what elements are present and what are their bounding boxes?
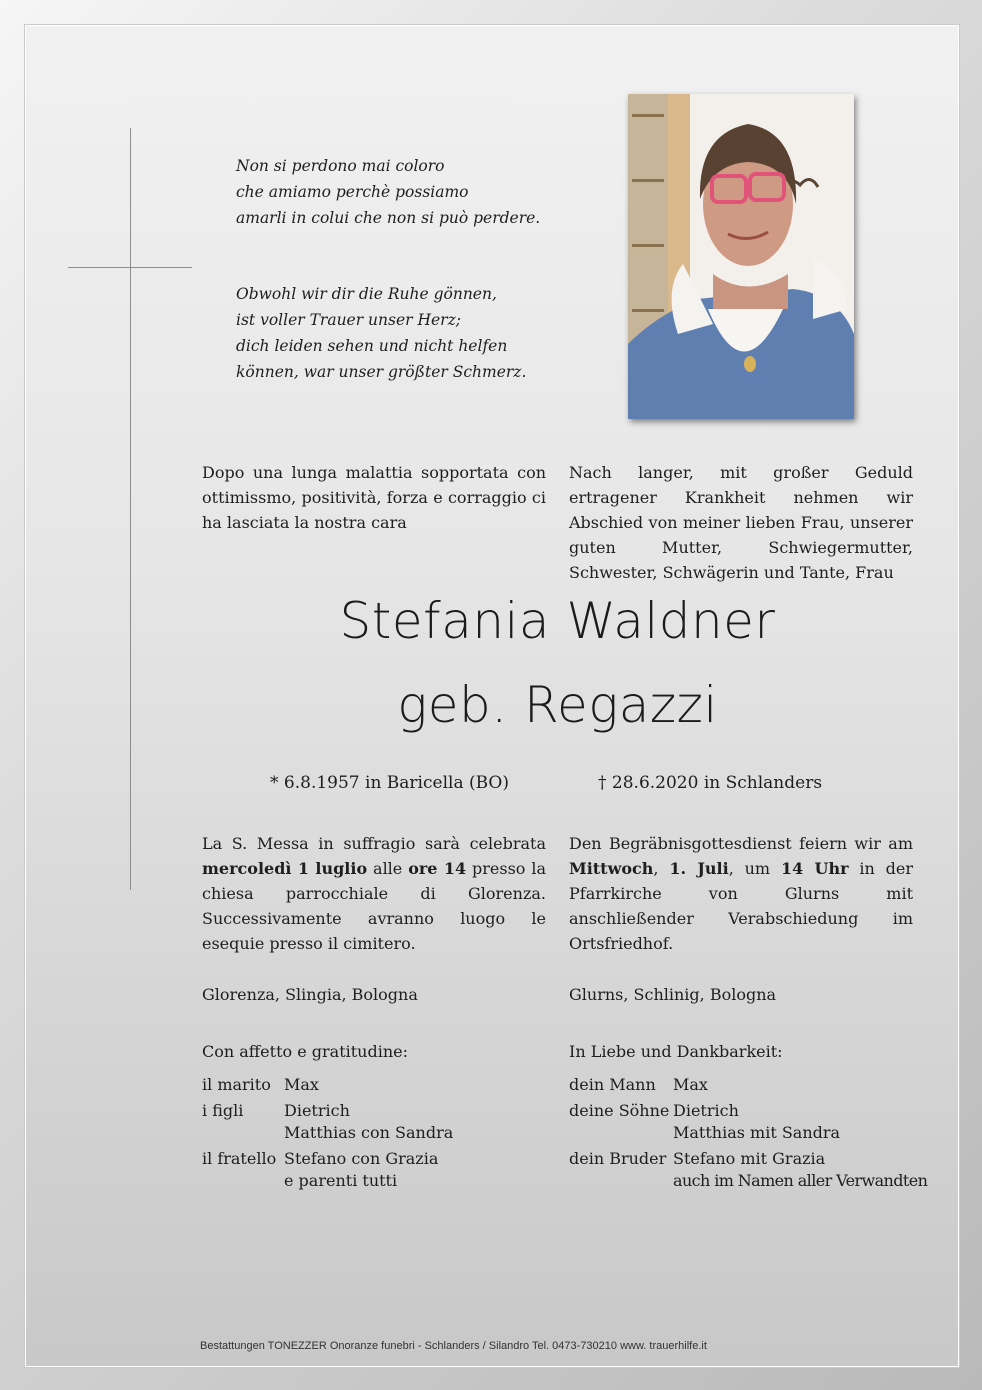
family-name: Stefano con Grazia (284, 1149, 439, 1168)
mass-info-german (569, 831, 913, 956)
family-names (673, 1148, 927, 1192)
family-name: Matthias con Sandra (284, 1123, 454, 1142)
poem-line: ist voller Trauer unser Herz; (236, 311, 461, 329)
poem-line: können, war unser größter Schmerz. (236, 363, 527, 381)
family-name: Matthias mit Sandra (673, 1123, 841, 1142)
poem-german (236, 281, 526, 385)
intro-italian: Dopo una lunga malattia sopportata con ottimissmo, positività, forza e corraggio ci ha lasciata la nostra cara (202, 463, 546, 532)
poem-italian (236, 153, 540, 231)
thanks-german: In Liebe und Dankbarkeit: (569, 1042, 783, 1061)
mass-text: in der Pfarrkirche von Glurns mit anschließender Verabschiedung im Ortsfriedhof. (569, 859, 913, 953)
family-name: auch im Namen aller Verwandten (673, 1171, 928, 1190)
poem-line: amarli in colui che non si può perdere. (236, 209, 541, 227)
mass-info-italian (202, 831, 546, 956)
family-names (673, 1100, 840, 1144)
poem-line: Non si perdono mai coloro (236, 157, 445, 175)
thanks-italian: Con affetto e gratitudine: (202, 1042, 409, 1061)
family-role: deine Söhne (569, 1101, 670, 1120)
family-name: Dietrich (284, 1101, 350, 1120)
funeral-home-footer: Bestattungen TONEZZER Onoranze funebri - Schlanders / Silandro Tel. 0473-730210 www. trauerhilfe.it (200, 1340, 707, 1352)
family-role: i figli (202, 1101, 244, 1120)
birth-date: * 6.8.1957 in Baricella (BO) (270, 773, 509, 793)
family-row (202, 1074, 453, 1096)
family-name: Max (284, 1075, 319, 1094)
family-name: e parenti tutti (284, 1171, 398, 1190)
family-name: Max (673, 1075, 708, 1094)
family-list-german (569, 1074, 927, 1192)
family-row (202, 1100, 453, 1144)
family-name: Dietrich (673, 1101, 739, 1120)
mass-text: , um (728, 859, 781, 878)
death-date: † 28.6.2020 in Schlanders (598, 773, 823, 793)
mass-text: Den Begräbnisgottesdienst feiern wir am (569, 834, 913, 853)
cross-vertical-bar (130, 128, 131, 890)
mass-time: ore 14 (408, 859, 467, 878)
poem-line: Obwohl wir dir die Ruhe gönnen, (236, 285, 497, 303)
family-names (673, 1074, 708, 1096)
cross-horizontal-bar (68, 267, 192, 268)
family-names (284, 1148, 438, 1192)
mass-date: 1. Juli (669, 859, 729, 878)
family-name: Stefano mit Grazia (673, 1149, 826, 1168)
family-row (202, 1148, 453, 1192)
intro-german: Nach langer, mit großer Geduld ertragener Krankheit nehmen wir Abschied von meiner lieben Frau, unserer guten Mutter, Schwiegermutter, Schwester, Schwägerin und Tante, Frau (569, 463, 913, 582)
places-italian: Glorenza, Slingia, Bologna (202, 985, 418, 1004)
family-row (569, 1100, 927, 1144)
family-role: il marito (202, 1075, 271, 1094)
places-german: Glurns, Schlinig, Bologna (569, 985, 777, 1004)
family-row (569, 1074, 927, 1096)
poem-line: dich leiden sehen und nicht helfen (236, 337, 508, 355)
mass-text: alle (367, 859, 409, 878)
mass-day: mercoledì 1 luglio (202, 859, 368, 878)
family-list-italian (202, 1074, 453, 1192)
mass-time: 14 Uhr (780, 859, 849, 878)
family-role: dein Bruder (569, 1149, 667, 1168)
mass-day: Mittwoch (569, 859, 654, 878)
maiden-name: geb. Regazzi (397, 676, 718, 734)
portrait-photo (628, 94, 854, 419)
mass-text: presso la chiesa parrocchiale di Glorenza. Successivamente avranno luogo le esequie presso il cimitero. (202, 859, 547, 953)
mass-text: , (653, 859, 670, 878)
family-names (284, 1100, 453, 1144)
mass-text: La S. Messa in suffragio sarà celebrata (202, 834, 546, 853)
poem-line: che amiamo perchè possiamo (236, 183, 469, 201)
family-role: dein Mann (569, 1075, 656, 1094)
deceased-name: Stefania Waldner (339, 592, 776, 650)
family-role: il fratello (202, 1149, 277, 1168)
family-row (569, 1148, 927, 1192)
family-names (284, 1074, 319, 1096)
